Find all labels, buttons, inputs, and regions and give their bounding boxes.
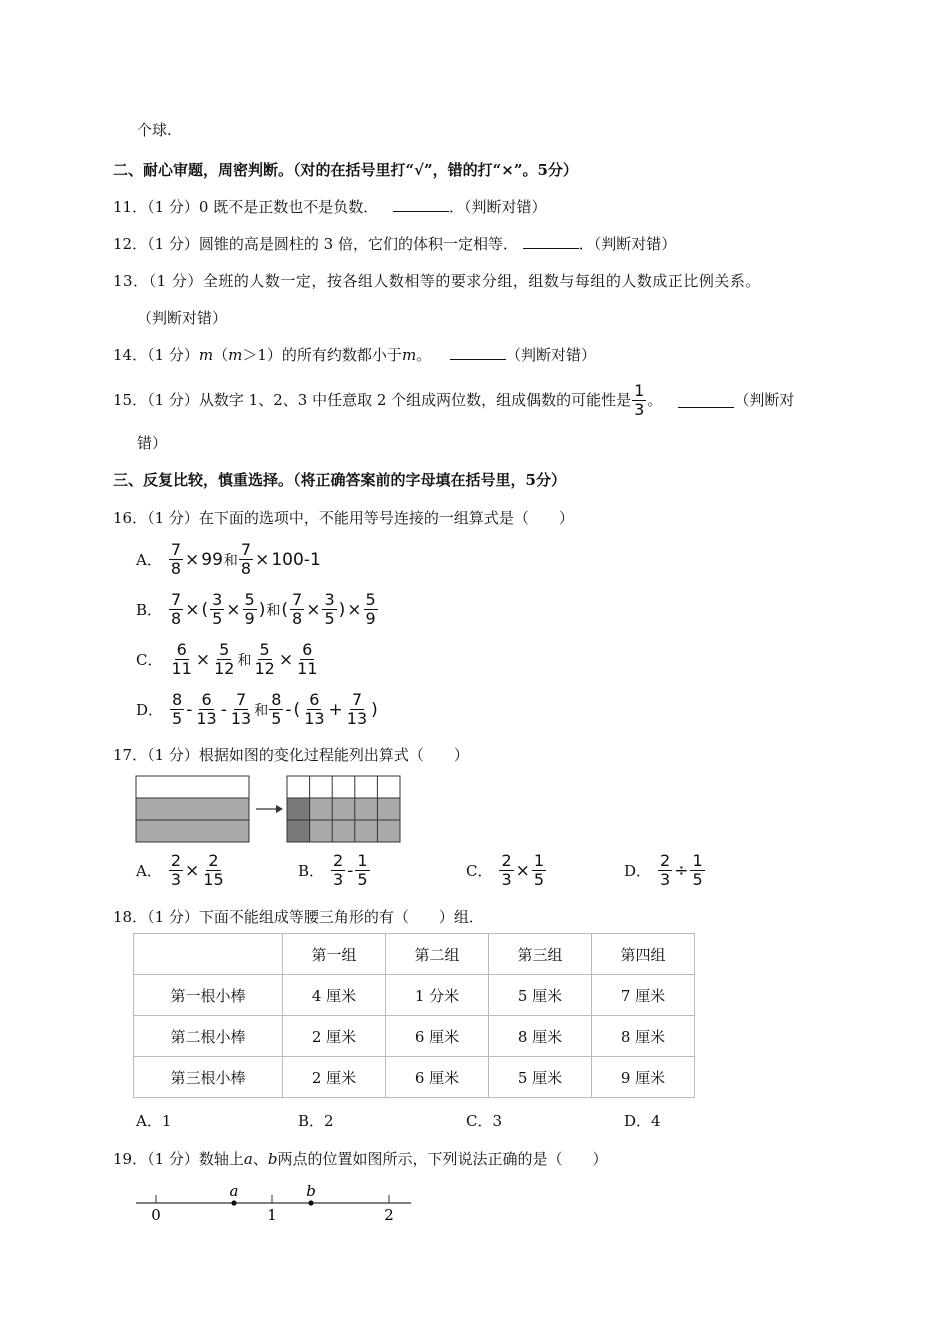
tick-label-1: 1 <box>267 1206 277 1224</box>
point-b <box>308 1200 313 1205</box>
label-b: b <box>306 1182 316 1200</box>
tick-label-2: 2 <box>384 1206 394 1224</box>
q14-paren: （ <box>213 346 229 364</box>
fraction: $\frac{1}{3}$ <box>634 380 645 419</box>
option-d[interactable]: D． $\frac{8}{5}$ - $\frac{6}{13}$ - $\frac{7}{13}$ 和 $\frac{8}{5}$ - ( $\frac{6}{13}$ + $\frac{7}{13}$ ) <box>136 690 378 728</box>
question-12 <box>113 234 676 254</box>
continued-text: 个球. <box>137 121 172 139</box>
question-13-cont: （判断对错） <box>137 309 228 327</box>
option-c[interactable]: C． $\frac{6}{11}$ × $\frac{5}{12}$ 和 $\frac{5}{12}$ × $\frac{6}{11}$ <box>136 640 318 678</box>
question-13: 13．（1 分）全班的人数一定，按各组人数相等的要求分组，组数与每组的人数成正比例关系。 <box>113 272 761 290</box>
var-m: m <box>401 346 417 364</box>
q14-prefix: 14．（1 分） <box>113 346 199 364</box>
number-line <box>130 1180 420 1225</box>
question-14 <box>113 345 596 365</box>
question-16: 16．（1 分）在下面的选项中，不能用等号连接的一组算式是（ ） <box>113 509 574 527</box>
stick-table <box>133 933 695 1098</box>
question-18: 18．（1 分）下面不能组成等腰三角形的有（ ）组． <box>113 908 484 926</box>
tick-label-0: 0 <box>151 1206 161 1224</box>
q11-suffix: ．（判断对错） <box>449 198 547 216</box>
q17-option-d[interactable]: D． $\frac{2}{3}$ ÷ $\frac{1}{5}$ <box>624 851 703 889</box>
question-17: 17．（1 分）根据如图的变化过程能列出算式（ ） <box>113 746 469 764</box>
question-15-cont: 错） <box>137 434 168 452</box>
q15-period: 。 <box>647 391 663 409</box>
bar-bottom <box>136 820 249 842</box>
bar-top <box>136 776 249 798</box>
var-m: m <box>228 346 243 364</box>
table-header-row: 第一组 第二组 第三组 第四组 <box>134 934 695 975</box>
answer-blank[interactable] <box>393 197 449 212</box>
q18-option-b[interactable]: B．2 <box>298 1112 334 1130</box>
q18-option-c[interactable]: C．3 <box>466 1112 503 1130</box>
var-m: m <box>198 346 214 364</box>
section-3-heading: 三、反复比较，慎重选择。（将正确答案前的字母填在括号里，5分） <box>113 471 566 489</box>
question-19: 19．（1 分）数轴上a、b两点的位置如图所示，下列说法正确的是（ ） <box>113 1150 608 1168</box>
answer-blank[interactable] <box>523 234 579 249</box>
label-a: a <box>229 1182 239 1200</box>
q12-text: 12．（1 分）圆锥的高是圆柱的 3 倍，它们的体积一定相等． <box>113 235 518 253</box>
q14-period: 。 <box>416 346 432 364</box>
q18-option-d[interactable]: D．4 <box>624 1112 661 1130</box>
arrow-head <box>276 805 283 813</box>
question-15 <box>113 380 794 420</box>
table-row: 第二根小棒 2 厘米 6 厘米 8 厘米 8 厘米 <box>134 1016 695 1057</box>
grid-figure <box>287 776 400 842</box>
answer-blank[interactable] <box>450 345 506 360</box>
fraction-figure <box>130 772 410 848</box>
point-a <box>231 1200 236 1205</box>
bar-middle <box>136 798 249 820</box>
table-row: 第三根小棒 2 厘米 6 厘米 5 厘米 9 厘米 <box>134 1057 695 1098</box>
q12-suffix: ．（判断对错） <box>578 235 677 253</box>
question-11 <box>113 197 547 217</box>
q17-option-c[interactable]: C． $\frac{2}{3}$ × $\frac{1}{5}$ <box>466 851 545 889</box>
option-b[interactable]: B． $\frac{7}{8}$ × ( $\frac{3}{5}$ × $\frac{5}{9}$ ) 和 ( $\frac{7}{8}$ × $\frac{3}{5}$ ) × $\frac{5}{9}$ <box>136 590 376 628</box>
table-row: 第一根小棒 4 厘米 1 分米 5 厘米 7 厘米 <box>134 975 695 1016</box>
q18-option-a[interactable]: A．1 <box>136 1112 172 1130</box>
q17-option-b[interactable]: B． $\frac{2}{3}$ - $\frac{1}{5}$ <box>298 851 368 889</box>
q14-suffix: （判断对错） <box>505 346 596 364</box>
section-2-heading: 二、耐心审题，周密判断。（对的在括号里打“√”，错的打“×”。5分） <box>113 161 578 179</box>
option-a[interactable]: A． $\frac{7}{8}$ × 99 和 $\frac{7}{8}$ × 100-1 <box>136 540 321 578</box>
q14-text: ＞1）的所有约数都小于 <box>242 346 402 364</box>
q15-text: 15．（1 分）从数字 1、2、3 中任意取 2 个组成两位数，组成偶数的可能性是 <box>113 391 632 409</box>
q11-text: 11．（1 分）0 既不是正数也不是负数． <box>113 198 379 216</box>
answer-blank[interactable] <box>678 393 734 408</box>
q15-suffix: （判断对 <box>734 391 795 409</box>
q17-option-a[interactable]: A． $\frac{2}{3}$ × $\frac{2}{15}$ <box>136 851 224 889</box>
